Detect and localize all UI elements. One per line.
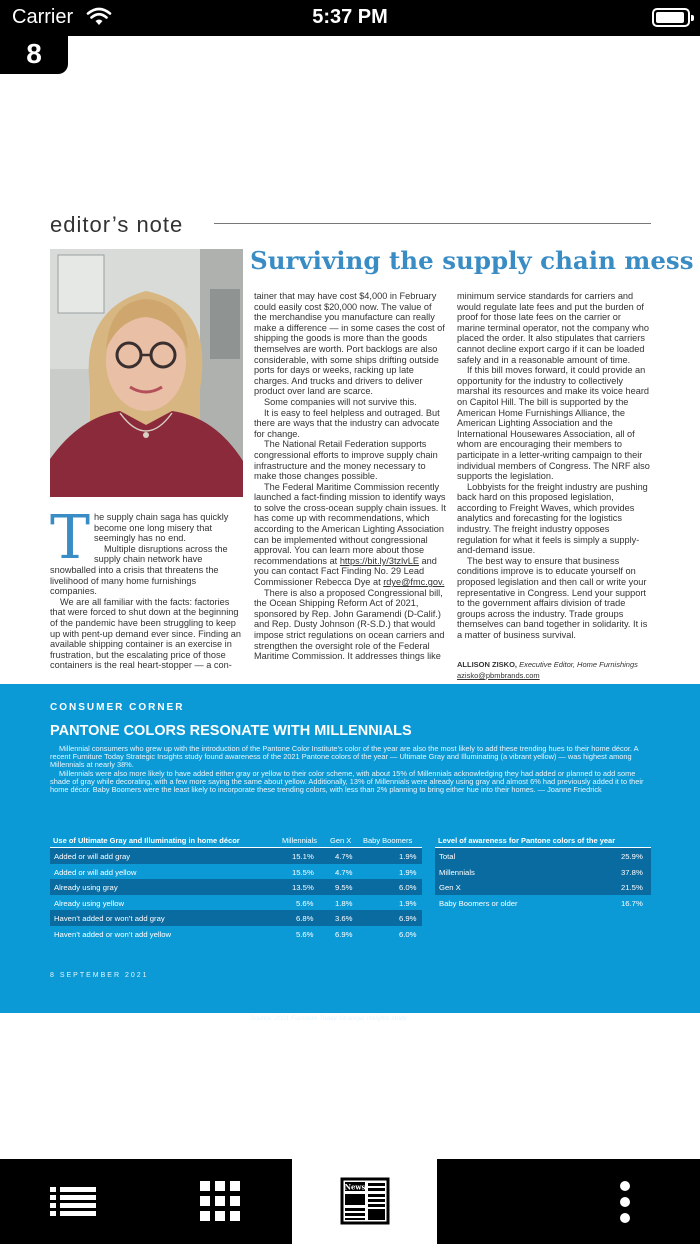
news-button[interactable]	[292, 1159, 437, 1244]
table-source: Source: 2021 Furniture Today Strategic Insights study	[250, 1015, 407, 1022]
email-link[interactable]: rdye@fmc.gov.	[383, 577, 445, 588]
pages-grid-button[interactable]	[146, 1159, 292, 1244]
url-link[interactable]: https://bit.ly/3tzlvLE	[339, 555, 419, 566]
column-header: Millennials	[282, 836, 318, 845]
more-icon	[619, 1181, 631, 1223]
section-label: editor’s note	[50, 212, 184, 237]
consumer-corner	[0, 684, 700, 1022]
carrier-label: Carrier	[12, 6, 74, 28]
table-row: Already using gray 13.5% 9.5% 6.0%	[50, 879, 422, 895]
table-title: Use of Ultimate Gray and Illuminating in home décor	[53, 836, 240, 845]
table-row: Added or will add gray 15.1% 4.7% 1.9%	[50, 848, 422, 864]
magazine-page[interactable]	[0, 74, 700, 1159]
consumer-corner-title: PANTONE COLORS RESONATE WITH MILLENNIALS	[50, 723, 412, 739]
paragraph: The National Retail Federation supports congressional efforts to improve supply chain infrastructure and the money necessary to make those changes possible.	[254, 439, 438, 482]
table-title: Level of awareness for Pantone colors of the year	[438, 836, 616, 845]
paragraph: The best way to ensure that business conditions improve is to educate yourself on proposed legislation and then call or write your representative in Congress. Lend your support to the government affairs division of trade groups across the industry. Trade groups themselves can band together in solidarity. It is a matter of business survival.	[457, 555, 648, 640]
paragraph: There is also a proposed Congressional bill, the Ocean Shipping Reform Act of 2021, sponsored by Rep. John Garamendi (D-Calif.) and Rep. Dusty Johnson (R-S.D.) that would impose strict regulations on ocean carriers and strengthen the oversight role of the Federal Maritime Commission. It addresses things like	[254, 587, 445, 662]
column-header: Gen X	[330, 836, 352, 845]
column-header: Baby Boomers	[363, 836, 413, 845]
list-icon	[50, 1187, 96, 1217]
editor-photo	[50, 249, 243, 497]
paragraph: We are all familiar with the facts: factories that were forced to shut down at the beginning of the pandemic have been struggling to keep up with pent-up demand ever since. Finding an available shipping container is an exercise in frustration, but the escalating price of those containers is the real heart-stopper — a con-	[50, 596, 242, 671]
headline: Surviving the supply chain mess	[250, 246, 694, 275]
news-icon	[340, 1177, 390, 1225]
table-row: Gen X 21.5%	[435, 879, 651, 895]
table-row: Added or will add yellow 15.5% 4.7% 1.9%	[54, 867, 417, 877]
grid-icon	[200, 1181, 240, 1221]
awareness-table	[435, 834, 651, 910]
table-header	[50, 834, 422, 848]
page-number-badge[interactable]: 8	[0, 36, 68, 74]
paragraph: It is easy to feel helpless and outraged. But there are ways that the industry can advocate for change.	[254, 407, 440, 439]
dropcap: T	[50, 503, 91, 573]
paragraph: Millennials were also more likely to have added either gray or yellow to their color scheme, with about 15% of Millennials acknowledging they had added or planned to add some shade of gray while decorating, with a few more saying the same about yellow. Additionally, 13% of Millennials were already using gray and almost 6% had previously added it to their home décor. Baby Boomers were the least likely to incorporate these trending colors, with less than 2% planning to bring either hue into their homes. — Joanne Friedrick	[50, 768, 644, 795]
article-column-2	[254, 291, 446, 662]
bottom-toolbar	[0, 1159, 700, 1244]
paragraph: Millennial consumers who grew up with the introduction of the Pantone Color Institute’s color of the year are also the most likely to add these trending hues to their home décor. A recent Furniture Today Strategic Insights study found awareness of the 2021 Pantone colors of the year — Ultimate Gray and Illuminating (a vibrant yellow) — was highest among Millennials at nearly 38%.	[50, 744, 639, 770]
paragraph: Lobbyists for the freight industry are pushing back hard on this proposed legislation, according to Freight Waves, which provides analytics and forecasting for the logistics industry. The freight industry opposes regulation for what it feels is simply a supply-and-demand issue.	[457, 481, 648, 556]
table-row: Baby Boomers or older 16.7%	[439, 898, 643, 908]
battery-icon	[652, 8, 690, 27]
table-header	[435, 834, 651, 848]
author-name: ALLISON ZISKO,	[457, 660, 517, 669]
clock: 5:37 PM	[312, 6, 388, 28]
paragraph-with-links: The Federal Maritime Commission recently launched a fact-finding mission to identify ways to solve the cross-ocean supply chain issues. It has come up with recommendations, which according to the American Lighting Association can be implemented without congressional approval. You can learn more about those recommendations at https://bit.ly/3tzlvLE and you can contact Fact Finding No. 29 Lead Commissioner Rebecca Dye at rdye@fmc.gov.	[254, 481, 447, 588]
toc-button[interactable]	[0, 1159, 146, 1244]
section-rule	[214, 223, 651, 224]
paragraph: Multiple disruptions across the supply chain network have snowballed into a crisis that threatens the livelihood of many home furnishings companies.	[50, 543, 228, 597]
article-column-1	[50, 503, 243, 671]
paragraph: he supply chain saga has quickly become one long misery that seemingly has no end.	[94, 512, 229, 544]
paragraph: Some companies will not survive this.	[264, 396, 417, 407]
author-email-link[interactable]: azisko@pbmbrands.com	[457, 671, 540, 680]
article-column-3	[457, 291, 651, 641]
page-folio: 8 SEPTEMBER 2021	[50, 972, 149, 979]
table-row: Total 25.9%	[435, 848, 651, 864]
more-button[interactable]	[437, 1159, 700, 1244]
paragraph: tainer that may have cost $4,000 in February could easily cost $20,000 now. The value of the merchandise you manufacture can really make a difference — in some cases the cost of shipping the goods is more than the goods themselves are worth. Port backlogs are also considerable, with some ships drifting outside ports for days or weeks, racking up late charges. And trucks and drivers to deliver product over land are scarce.	[254, 291, 445, 397]
table-row: Millennials 37.8%	[435, 864, 651, 880]
paragraph: If this bill moves forward, it could provide an opportunity for the industry to collectively marshal its resources and make its voice heard on Capitol Hill. The bill is supported by the American Home Furnishings Alliance, the American Lighting Association and the International Housewares Association, all of whom are encouraging their members to participate in a letter-writing campaign to their individual members of Congress. The NRF also supports the legislation.	[457, 365, 650, 482]
usage-table	[50, 834, 422, 941]
table-row: Already using yellow 5.6% 1.8% 1.9%	[54, 898, 417, 908]
paragraph: minimum service standards for carriers and would regulate late fees and put the burden of proof for those late fees on the carrier or marine terminal operator, not the company who placed the order. It also stipulates that carriers cannot decline export cargo if it can be loaded safely and in a reasonable amount of time.	[457, 291, 650, 365]
table-row: Haven’t added or won’t add yellow 5.6% 6.9% 6.0%	[54, 929, 417, 939]
status-bar	[0, 0, 700, 36]
byline	[457, 659, 651, 681]
table-row: Haven’t added or won’t add gray 6.8% 3.6% 6.9%	[50, 910, 422, 926]
author-title: Executive Editor, Home Furnishings	[519, 660, 638, 669]
consumer-corner-kicker: CONSUMER CORNER	[50, 702, 185, 713]
consumer-corner-body	[50, 745, 650, 794]
news-label: News	[344, 1182, 366, 1192]
